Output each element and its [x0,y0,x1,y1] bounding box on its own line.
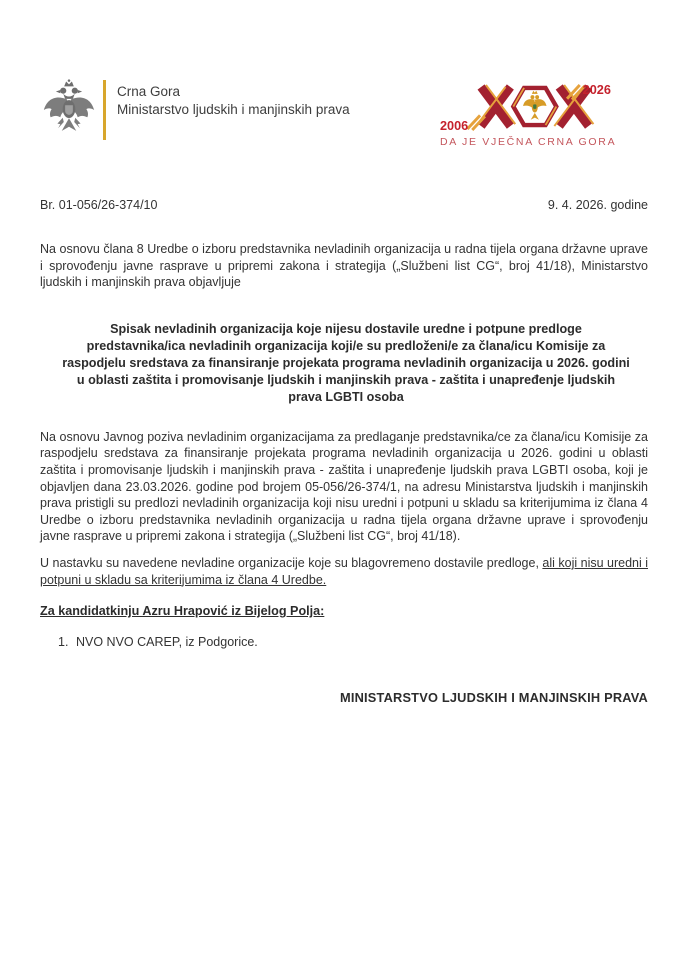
reference-row [40,198,648,212]
anniversary-slogan: DA JE VJEČNA CRNA GORA [440,136,617,148]
reference-number: Br. 01-056/26-374/10 [40,198,158,212]
note-plain-text: U nastavku su navedene nevladine organizacije koje su blagovremeno dostavile predloge, [40,555,543,570]
list-item-text: NVO NVO CAREP, iz Podgorice. [76,635,258,650]
list-item [40,635,648,649]
ministry-signature: MINISTARSTVO LJUDSKIH I MANJINSKIH PRAVA [339,690,648,706]
ministry-name: Ministarstvo ljudskih i manjinskih prava [117,102,350,117]
intro-paragraph: Na osnovu člana 8 Uredbe o izboru predstavnika nevladinih organizacija u radna tijela organa državne uprave i sprovođenju javne rasprave u pripremi zakona i strategija („Službeni list CG“, broj 41/18), Ministarstvo ljudskih i manjinskih prava objavljuje [40,242,648,290]
list-item-number: 1. [58,635,69,650]
montenegro-coat-of-arms-icon [40,78,98,144]
candidate-heading: Za kandidatkinju Azru Hrapović iz Bijelog Polja: [40,604,325,619]
document-title: Spisak nevladinih organizacija koje nijesu dostavile uredne i potpune predloge predstavnika/ica nevladinih organizacija koji/e su predloženi/e za člana/icu Komisije za raspodjelu sredstava za finansiranje projekata programa nevladinih organizacija u 2026. godini u oblasti zaštita i promovisanje ljudskih i manjinskih prava - zaštita i unapređenje ljudskih prava LGBTI osoba [62,321,630,404]
main-paragraph: Na osnovu Javnog poziva nevladinim organizacijama za predlaganje predstavnika/ce za člana/icu Komisije za raspodjelu sredstava za finansiranje projekata programa nevladinih organizacija u 2026. godini u oblasti zaštita i promovisanje ljudskih i manjinskih prava - zaštita i unapređenje ljudskih prava LGBTI osoba, koji je objavljen dana 23.03.2026. godine pod brojem 05-056/26-374/1, na adresu Ministarstva ljudskih i manjinskih prava pristigli su predlozi nevladinih organizacija koji nisu uredni i potpuni u skladu sa kriterijumima iz člana 4 Uredbe o izboru predstavnika nevladinih organizacija u radna tijela organa državne uprave i sprovođenju javne rasprave u pripremi zakona i strategija („Službeni list CG“, broj 41/18). [40,429,648,544]
note-underlined-text: ali koji nisu uredni i potpuni u skladu sa kriterijumima iz člana 4 Uredbe. [40,555,649,587]
letterhead [40,78,648,148]
letterhead-divider [103,80,106,140]
country-name: Crna Gora [117,84,181,99]
anniversary-year-start: 2006 [440,118,469,133]
note-paragraph [40,555,648,588]
anniversary-logo [440,78,617,148]
anniversary-xx-icon [440,80,612,135]
anniversary-year-end: 2026 [582,82,611,97]
document-date: 9. 4. 2026. godine [547,198,648,212]
